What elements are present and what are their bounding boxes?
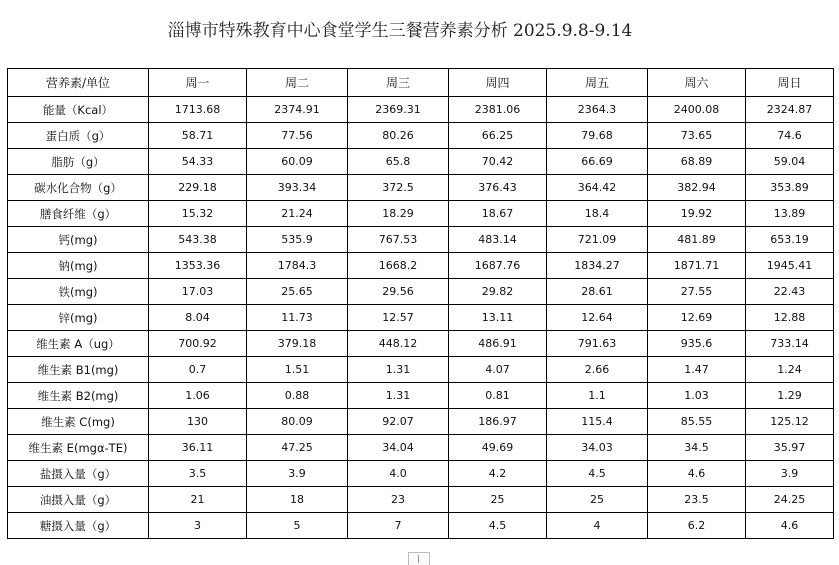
header-thursday: 周四: [449, 69, 547, 97]
table-cell: 92.07: [348, 409, 449, 435]
table-cell: 35.97: [746, 435, 834, 461]
table-cell: 21: [149, 487, 247, 513]
header-wednesday: 周三: [348, 69, 449, 97]
table-cell: 4.07: [449, 357, 547, 383]
table-cell: 21.24: [247, 201, 348, 227]
table-cell: 1871.71: [648, 253, 746, 279]
table-cell: 4.6: [746, 513, 834, 539]
table-cell: 393.34: [247, 175, 348, 201]
nutrition-table: [7, 68, 834, 539]
header-sunday: 周日: [746, 69, 834, 97]
row-label-oil-intake: 油摄入量（g）: [8, 487, 149, 513]
table-cell: 12.88: [746, 305, 834, 331]
table-cell: 1.1: [547, 383, 648, 409]
table-cell: 18.29: [348, 201, 449, 227]
table-cell: 8.04: [149, 305, 247, 331]
table-cell: 66.69: [547, 149, 648, 175]
table-row: [8, 123, 834, 149]
table-cell: 733.14: [746, 331, 834, 357]
table-row: [8, 97, 834, 123]
table-cell: 12.64: [547, 305, 648, 331]
table-cell: 353.89: [746, 175, 834, 201]
table-cell: 186.97: [449, 409, 547, 435]
table-cell: 721.09: [547, 227, 648, 253]
table-cell: 2364.3: [547, 97, 648, 123]
table-cell: 1.03: [648, 383, 746, 409]
table-cell: 65.8: [348, 149, 449, 175]
table-cell: 47.25: [247, 435, 348, 461]
row-label-sodium: 钠(mg): [8, 253, 149, 279]
table-cell: 49.69: [449, 435, 547, 461]
row-label-iron: 铁(mg): [8, 279, 149, 305]
table-cell: 3.9: [746, 461, 834, 487]
table-cell: 1668.2: [348, 253, 449, 279]
table-cell: 448.12: [348, 331, 449, 357]
table-cell: 15.32: [149, 201, 247, 227]
table-cell: 2324.87: [746, 97, 834, 123]
table-cell: 1.47: [648, 357, 746, 383]
table-cell: 74.6: [746, 123, 834, 149]
row-label-vitamin-b2: 维生素 B2(mg): [8, 383, 149, 409]
table-cell: 77.56: [247, 123, 348, 149]
table-row: [8, 487, 834, 513]
table-cell: 18.67: [449, 201, 547, 227]
table-cell: 80.09: [247, 409, 348, 435]
table-cell: 25: [547, 487, 648, 513]
table-row: [8, 253, 834, 279]
table-cell: 27.55: [648, 279, 746, 305]
table-row: [8, 279, 834, 305]
header-friday: 周五: [547, 69, 648, 97]
table-cell: 4: [547, 513, 648, 539]
table-cell: 13.11: [449, 305, 547, 331]
row-label-vitamin-e: 维生素 E(mgα-TE): [8, 435, 149, 461]
row-label-salt-intake: 盐摄入量（g）: [8, 461, 149, 487]
table-cell: 13.89: [746, 201, 834, 227]
table-cell: 481.89: [648, 227, 746, 253]
table-cell: 1687.76: [449, 253, 547, 279]
table-cell: 11.73: [247, 305, 348, 331]
table-cell: 23: [348, 487, 449, 513]
table-cell: 382.94: [648, 175, 746, 201]
table-cell: 28.61: [547, 279, 648, 305]
table-cell: 2369.31: [348, 97, 449, 123]
document-title: 淄博市特殊教育中心食堂学生三餐营养素分析 2025.9.8-9.14: [167, 21, 633, 41]
table-cell: 0.81: [449, 383, 547, 409]
table-cell: 34.5: [648, 435, 746, 461]
row-label-zinc: 锌(mg): [8, 305, 149, 331]
table-cell: 4.6: [648, 461, 746, 487]
table-cell: 19.92: [648, 201, 746, 227]
table-cell: 60.09: [247, 149, 348, 175]
table-cell: 36.11: [149, 435, 247, 461]
row-label-fat: 脂肪（g）: [8, 149, 149, 175]
table-cell: 229.18: [149, 175, 247, 201]
table-cell: 1834.27: [547, 253, 648, 279]
row-label-vitamin-b1: 维生素 B1(mg): [8, 357, 149, 383]
table-cell: 58.71: [149, 123, 247, 149]
table-cell: 12.57: [348, 305, 449, 331]
table-cell: 1.24: [746, 357, 834, 383]
table-cell: 535.9: [247, 227, 348, 253]
table-cell: 372.5: [348, 175, 449, 201]
table-cell: 2374.91: [247, 97, 348, 123]
table-row: [8, 357, 834, 383]
table-cell: 4.2: [449, 461, 547, 487]
table-cell: 935.6: [648, 331, 746, 357]
table-cell: 700.92: [149, 331, 247, 357]
table-cell: 1.06: [149, 383, 247, 409]
table-cell: 34.04: [348, 435, 449, 461]
table-cell: 17.03: [149, 279, 247, 305]
table-cell: 543.38: [149, 227, 247, 253]
table-cell: 7: [348, 513, 449, 539]
table-row: [8, 461, 834, 487]
table-cell: 23.5: [648, 487, 746, 513]
table-cell: 125.12: [746, 409, 834, 435]
table-cell: 4.5: [449, 513, 547, 539]
table-cell: 130: [149, 409, 247, 435]
table-cell: 1784.3: [247, 253, 348, 279]
table-cell: 376.43: [449, 175, 547, 201]
table-cell: 4.0: [348, 461, 449, 487]
table-cell: 379.18: [247, 331, 348, 357]
table-cell: 3.9: [247, 461, 348, 487]
table-row: [8, 201, 834, 227]
row-label-vitamin-c: 维生素 C(mg): [8, 409, 149, 435]
table-cell: 59.04: [746, 149, 834, 175]
row-label-protein: 蛋白质（g）: [8, 123, 149, 149]
table-row: [8, 331, 834, 357]
header-monday: 周一: [149, 69, 247, 97]
table-row: [8, 175, 834, 201]
table-cell: 70.42: [449, 149, 547, 175]
table-cell: 0.88: [247, 383, 348, 409]
table-cell: 1.51: [247, 357, 348, 383]
table-cell: 1.31: [348, 383, 449, 409]
table-cell: 3.5: [149, 461, 247, 487]
table-cell: 85.55: [648, 409, 746, 435]
table-cell: 24.25: [746, 487, 834, 513]
table-row: [8, 513, 834, 539]
table-cell: 34.03: [547, 435, 648, 461]
table-cell: 29.56: [348, 279, 449, 305]
table-cell: 54.33: [149, 149, 247, 175]
header-tuesday: 周二: [247, 69, 348, 97]
table-row: [8, 149, 834, 175]
table-cell: 1945.41: [746, 253, 834, 279]
page-break-marker: [408, 552, 430, 565]
table-cell: 5: [247, 513, 348, 539]
table-header-row: [8, 69, 834, 97]
table-cell: 4.5: [547, 461, 648, 487]
row-label-energy: 能量（Kcal）: [8, 97, 149, 123]
table-row: [8, 227, 834, 253]
header-saturday: 周六: [648, 69, 746, 97]
table-cell: 364.42: [547, 175, 648, 201]
table-cell: 791.63: [547, 331, 648, 357]
row-label-carbohydrate: 碳水化合物（g）: [8, 175, 149, 201]
table-cell: 2400.08: [648, 97, 746, 123]
header-nutrient-unit: 营养素/单位: [8, 69, 149, 97]
table-row: [8, 305, 834, 331]
table-cell: 1.31: [348, 357, 449, 383]
row-label-sugar-intake: 糖摄入量（g）: [8, 513, 149, 539]
table-cell: 486.91: [449, 331, 547, 357]
row-label-calcium: 钙(mg): [8, 227, 149, 253]
row-label-dietary-fiber: 膳食纤维（g）: [8, 201, 149, 227]
table-cell: 2381.06: [449, 97, 547, 123]
table-cell: 29.82: [449, 279, 547, 305]
table-row: [8, 383, 834, 409]
table-cell: 18: [247, 487, 348, 513]
table-cell: 12.69: [648, 305, 746, 331]
table-cell: 3: [149, 513, 247, 539]
table-cell: 0.7: [149, 357, 247, 383]
table-cell: 73.65: [648, 123, 746, 149]
table-cell: 66.25: [449, 123, 547, 149]
table-cell: 18.4: [547, 201, 648, 227]
table-cell: 483.14: [449, 227, 547, 253]
table-cell: 653.19: [746, 227, 834, 253]
row-label-vitamin-a: 维生素 A（ug）: [8, 331, 149, 357]
table-cell: 80.26: [348, 123, 449, 149]
table-row: [8, 409, 834, 435]
table-cell: 6.2: [648, 513, 746, 539]
table-cell: 68.89: [648, 149, 746, 175]
table-cell: 2.66: [547, 357, 648, 383]
table-cell: 22.43: [746, 279, 834, 305]
table-cell: 1353.36: [149, 253, 247, 279]
table-cell: 25.65: [247, 279, 348, 305]
table-cell: 767.53: [348, 227, 449, 253]
table-cell: 115.4: [547, 409, 648, 435]
table-cell: 1713.68: [149, 97, 247, 123]
table-row: [8, 435, 834, 461]
table-cell: 79.68: [547, 123, 648, 149]
table-cell: 25: [449, 487, 547, 513]
table-cell: 1.29: [746, 383, 834, 409]
